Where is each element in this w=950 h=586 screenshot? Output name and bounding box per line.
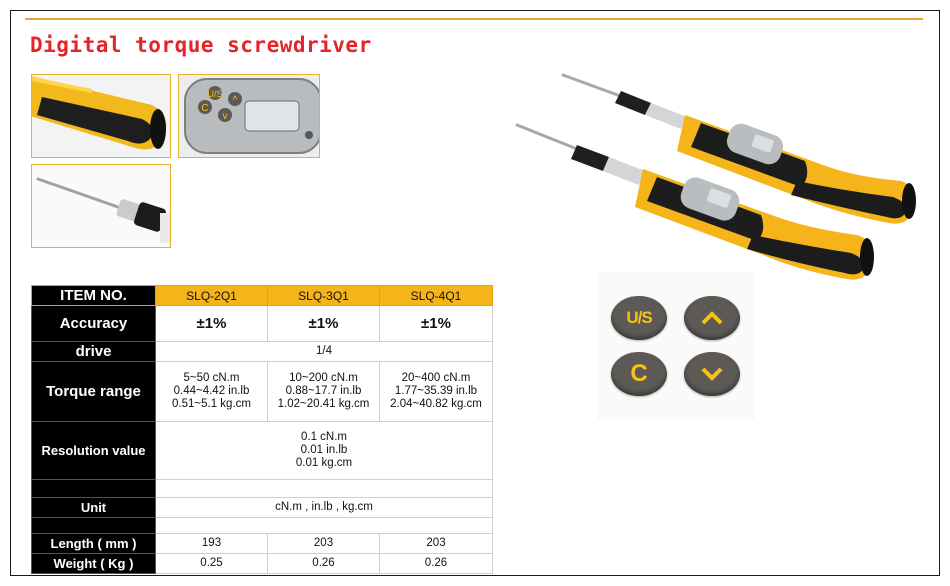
button-closeup — [597, 272, 755, 420]
svg-text:^: ^ — [232, 95, 238, 106]
torque-cell — [380, 362, 493, 422]
us-button-label: U/S — [626, 308, 652, 327]
blank-label — [32, 518, 156, 534]
blank-cell — [156, 518, 493, 534]
drive-value: 1/4 — [156, 342, 493, 362]
blank-cell — [156, 480, 493, 498]
resolution-line: 0.01 kg.cm — [295, 457, 353, 470]
page-title: Digital torque screwdriver — [30, 33, 372, 57]
torque-line: 1.02~20.41 kg.cm — [277, 398, 370, 411]
torque-cell — [268, 362, 380, 422]
torque-line: 2.04~40.82 kg.cm — [390, 398, 482, 411]
length-value: 203 — [380, 534, 493, 554]
screwdriver-back — [563, 75, 916, 224]
torque-line: 20~400 cN.m — [401, 371, 471, 384]
model-cell: SLQ-3Q1 — [268, 286, 380, 306]
table-row — [32, 362, 493, 422]
resolution-value — [156, 422, 493, 480]
length-value: 193 — [156, 534, 268, 554]
c-button — [611, 352, 667, 396]
torque-range-label: Torque range — [32, 362, 156, 422]
down-arrow-icon — [701, 367, 723, 381]
accuracy-value: ±1% — [156, 306, 268, 342]
model-cell: SLQ-4Q1 — [380, 286, 493, 306]
down-button — [684, 352, 740, 396]
weight-value: 0.25 — [156, 554, 268, 574]
table-row — [32, 422, 493, 480]
up-button — [684, 296, 740, 340]
svg-text:C: C — [201, 103, 209, 114]
top-divider — [25, 18, 923, 20]
table-row — [32, 306, 493, 342]
svg-text:v: v — [222, 111, 228, 122]
svg-text:U/S: U/S — [207, 89, 223, 99]
length-label: Length ( mm ) — [32, 534, 156, 554]
resolution-label: Resolution value — [32, 422, 156, 480]
display-photo — [179, 75, 320, 158]
torque-line: 5~50 cN.m — [183, 371, 240, 384]
unit-label: Unit — [32, 498, 156, 518]
torque-cell — [156, 362, 268, 422]
accuracy-value: ±1% — [380, 306, 493, 342]
us-button — [611, 296, 667, 340]
blank-label — [32, 480, 156, 498]
drive-label: drive — [32, 342, 156, 362]
chuck-photo — [32, 165, 171, 248]
length-value: 203 — [268, 534, 380, 554]
thumbnail-chuck — [31, 164, 171, 248]
weight-value: 0.26 — [380, 554, 493, 574]
weight-value: 0.26 — [268, 554, 380, 574]
spec-table — [31, 285, 493, 574]
thumbnail-display — [178, 74, 320, 158]
accuracy-label: Accuracy — [32, 306, 156, 342]
up-arrow-icon — [701, 311, 723, 325]
handle-photo — [32, 75, 171, 158]
item-no-label: ITEM NO. — [32, 286, 156, 306]
table-row — [32, 498, 493, 518]
torque-line: 0.44~4.42 in.lb — [173, 384, 250, 397]
torque-line: 0.51~5.1 kg.cm — [172, 398, 251, 411]
table-row — [32, 518, 493, 534]
table-row — [32, 342, 493, 362]
table-row — [32, 286, 493, 306]
torque-line: 10~200 cN.m — [289, 371, 358, 384]
unit-value: cN.m , in.lb , kg.cm — [156, 498, 493, 518]
weight-label: Weight ( Kg ) — [32, 554, 156, 574]
resolution-line: 0.01 in.lb — [300, 443, 348, 456]
accuracy-value: ±1% — [268, 306, 380, 342]
table-row — [32, 554, 493, 574]
resolution-line: 0.1 cN.m — [300, 430, 347, 443]
table-row — [32, 534, 493, 554]
torque-line: 0.88~17.7 in.lb — [285, 384, 362, 397]
table-row — [32, 480, 493, 498]
model-cell: SLQ-2Q1 — [156, 286, 268, 306]
thumbnail-handle — [31, 74, 171, 158]
c-button-label: C — [630, 360, 648, 387]
torque-line: 1.77~35.39 in.lb — [394, 384, 478, 397]
